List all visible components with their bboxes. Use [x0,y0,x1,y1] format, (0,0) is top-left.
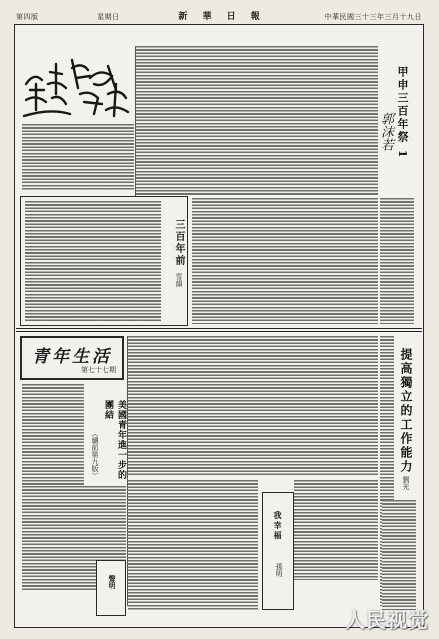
text-column-block [294,480,378,580]
issue-number: 第四版 [16,13,39,21]
section-rule [16,331,422,332]
text-column-block [382,500,416,610]
right-article-author: 劉光 [402,476,410,490]
text-column-block [192,198,378,324]
youth-article-title: 美國青年進一步的團結 [103,400,126,480]
masthead [16,10,422,24]
poem-author: 孫明 [275,563,283,577]
weekday: 星期日 [97,13,120,21]
footer-notice-box [96,560,126,616]
watermark: 人民视觉 [345,608,429,632]
section-rule [16,328,422,329]
inset-author: 雪韻 [175,273,183,287]
text-column-block [380,198,414,324]
text-column-block [22,124,134,190]
inset-box [20,196,188,326]
text-column-block [128,480,258,610]
youth-article-note: （續前第九版） [91,430,99,479]
text-column-block [136,46,378,196]
youth-column-title: 青年生活 [32,347,112,367]
youth-column-header [20,336,124,380]
column-rule [135,46,136,196]
poem-title: 我幸福 [273,511,283,541]
footer-notice-title: 聲明 [108,575,117,589]
feature-title: 甲申三百年祭 1 [396,66,409,160]
poem-box [262,492,294,610]
supplement-logo [20,54,132,120]
inset-title: 三百年前 [173,219,184,267]
text-column-block [25,201,161,321]
text-column-block [128,336,378,476]
calligraphy-logo-icon [20,54,132,120]
paper-name: 新 華 日 報 [178,12,266,22]
date-line: 中華民國三十三年三月十九日 [324,13,422,21]
feature-author-signature: 郭沫若 [378,112,393,151]
youth-issue-number: 第七十七期 [81,366,116,374]
right-article-title: 提高獨立的工作能力 [399,348,413,474]
